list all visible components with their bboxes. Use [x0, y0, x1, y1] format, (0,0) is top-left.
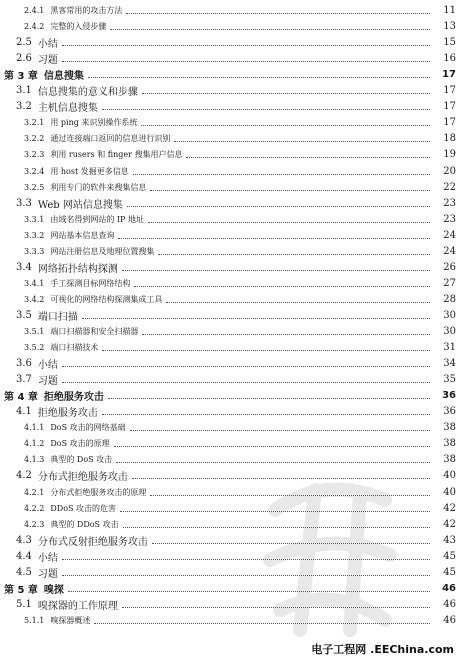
toc-leader-dots [108, 398, 430, 399]
toc-entry-title: 网站注册信息及地理位置搜集 [50, 246, 155, 256]
toc-entry-page: 17 [443, 117, 456, 129]
toc-entry[interactable] [24, 164, 456, 179]
toc-leader-dots [123, 527, 430, 528]
toc-leader-dots [82, 318, 430, 319]
toc-entry-number: 5.1 [16, 598, 32, 610]
toc-entry-number: 3.2.2 [24, 134, 45, 144]
toc-entry-number: 2.4.1 [24, 6, 45, 15]
toc-entry-title: 小结 [37, 39, 58, 51]
toc-entry-number: 4.1.2 [24, 439, 45, 449]
toc-leader-dots [127, 206, 430, 207]
toc-entry-title: 嗅探器概述 [50, 615, 91, 625]
toc-leader-dots [88, 77, 430, 78]
toc-entry[interactable] [24, 517, 456, 532]
toc-entry[interactable] [24, 452, 456, 467]
toc-entry-page: 17 [443, 85, 456, 97]
toc-entry[interactable] [4, 388, 456, 403]
toc-entry[interactable] [16, 565, 456, 580]
toc-entry-page: 45 [443, 566, 456, 578]
toc-leader-dots [150, 495, 430, 496]
toc-entry-number: 3.2 [16, 101, 32, 113]
toc-entry[interactable] [24, 340, 456, 355]
toc-entry-title: 端口扫描技术 [50, 343, 99, 353]
toc-entry-page: 22 [443, 181, 456, 193]
toc-entry[interactable] [16, 260, 456, 275]
footer-watermark-text: 电子工程网 .EEChina.com [311, 643, 454, 656]
toc-entry-number: 3.2.4 [24, 166, 45, 176]
toc-entry-number: 5.1.1 [24, 615, 45, 625]
toc-entry-title: 典型的 DoS 攻击 [50, 455, 113, 465]
toc-entry-page: 46 [443, 598, 456, 610]
toc-entry-number: 3.3.3 [24, 246, 45, 256]
toc-entry-page: 45 [443, 550, 456, 562]
toc-entry-title: 习题 [37, 568, 58, 580]
toc-entry-title: 主机信息搜集 [37, 103, 98, 115]
toc-entry-number: 3.5.1 [24, 327, 45, 336]
toc-entry[interactable] [24, 276, 456, 291]
toc-entry-title: 分布式拒绝服务攻击 [37, 472, 128, 484]
toc-entry[interactable] [24, 212, 456, 227]
toc-entry-title: DoS 攻击的网络基础 [50, 423, 126, 433]
toc-entry-title: 可视化的网络结构探测集成工具 [50, 294, 163, 304]
toc-leader-dots [130, 430, 430, 431]
toc-entry-title: 习题 [37, 376, 58, 388]
toc-leader-dots [68, 591, 430, 592]
toc-entry-number: 4.2.3 [24, 519, 45, 529]
toc-entry-title: 手工探测目标网络结构 [50, 278, 131, 288]
toc-entry-title: 嗅探器的工作原理 [37, 600, 118, 612]
toc-entry-page: 26 [443, 261, 456, 273]
toc-entry-title: 利用专门的软件来搜集信息 [50, 182, 147, 192]
toc-leader-dots [133, 174, 430, 175]
toc-entry[interactable] [16, 308, 456, 323]
toc-entry-number: 3.4.1 [24, 278, 45, 288]
toc-entry[interactable] [16, 404, 456, 419]
toc-entry-page: 40 [443, 470, 456, 482]
toc-entry-number: 3.5 [16, 309, 32, 321]
toc-leader-dots [62, 382, 430, 383]
toc-entry-number: 3.3.1 [24, 214, 45, 224]
toc-entry-title: 小结 [37, 360, 58, 372]
toc-entry[interactable] [24, 501, 456, 516]
toc-entry-page: 30 [443, 326, 456, 337]
toc-entry-title: 完整的入侵步骤 [50, 22, 107, 32]
toc-leader-dots [126, 13, 430, 14]
toc-entry-number: 第 3 章 [4, 71, 38, 83]
toc-entry-number: 2.4.2 [24, 22, 45, 32]
toc-entry-title: DDoS 攻击的危害 [50, 503, 117, 513]
toc-entry[interactable] [24, 115, 456, 130]
toc-entry-page: 19 [443, 149, 456, 161]
toc-entry-number: 3.3 [16, 197, 32, 209]
toc-entry-title: 典型的 DDoS 攻击 [50, 519, 119, 529]
toc-entry-number: 第 5 章 [4, 584, 38, 596]
toc-leader-dots [166, 302, 430, 303]
toc-entry-number: 3.2.1 [24, 118, 45, 128]
toc-entry-number: 2.6 [16, 53, 32, 65]
toc-entry-title: 拒绝服务攻击 [43, 392, 104, 404]
toc-entry-number: 3.3.2 [24, 230, 45, 240]
toc-leader-dots [102, 109, 430, 110]
toc-entry-number: 4.2.1 [24, 487, 45, 497]
toc-entry-page: 35 [443, 374, 456, 386]
toc-entry[interactable] [24, 613, 456, 628]
toc-leader-dots [142, 334, 430, 335]
toc-entry-page: 43 [443, 534, 456, 546]
toc-entry-title: 利用 rusers 和 finger 搜集用户信息 [50, 150, 183, 160]
toc-entry-number: 3.4.2 [24, 294, 45, 304]
toc-leader-dots [102, 350, 430, 351]
toc-leader-dots [148, 222, 430, 223]
toc-entry-number: 4.1 [16, 406, 32, 418]
toc-entry-page: 31 [443, 342, 456, 354]
toc-entry[interactable] [16, 549, 456, 564]
toc-entry-title: 用 host 发掘更多信息 [50, 166, 129, 176]
toc-entry[interactable] [24, 420, 456, 435]
toc-entry[interactable] [16, 468, 456, 483]
toc-entry-title: 嗅探 [43, 584, 64, 596]
toc-entry-number: 2.5 [16, 37, 32, 49]
toc-entry[interactable] [16, 99, 456, 114]
toc-entry-title: 网络拓扑结构探测 [37, 263, 118, 275]
toc-entry-title: 由域名得到网站的 IP 地址 [50, 214, 144, 224]
toc-entry-page: 13 [443, 21, 456, 33]
toc-entry-number: 第 4 章 [4, 392, 38, 404]
toc-entry-page: 23 [443, 197, 456, 209]
toc-leader-dots [120, 511, 430, 512]
toc-entry[interactable] [24, 228, 456, 243]
toc-leader-dots [118, 238, 430, 239]
toc-entry-page: 36 [443, 406, 456, 418]
toc-entry-number: 4.5 [16, 566, 32, 578]
toc-entry-title: 分布式拒绝服务攻击的原理 [50, 487, 147, 497]
toc-entry-title: 黑客常用的攻击方法 [50, 6, 123, 15]
toc-entry[interactable] [24, 147, 456, 162]
toc-entry-number: 4.4 [16, 550, 32, 562]
toc-entry[interactable] [24, 324, 456, 339]
toc-entry-page: 40 [443, 486, 456, 498]
toc-entry-number: 3.4 [16, 261, 32, 273]
toc-entry[interactable] [24, 244, 456, 259]
toc-entry-page: 23 [443, 213, 456, 225]
toc-entry-title: 习题 [37, 55, 58, 67]
toc-entry[interactable] [4, 67, 456, 82]
toc-entry-title: 用 ping 来识别操作系统 [50, 118, 138, 128]
toc-leader-dots [62, 61, 430, 62]
toc-entry-number: 4.2.2 [24, 503, 45, 513]
toc-entry[interactable] [24, 436, 456, 451]
toc-entry[interactable] [16, 196, 456, 211]
toc-entry[interactable] [24, 19, 456, 34]
toc-entry-page: 38 [443, 454, 456, 466]
toc-entry[interactable] [16, 533, 456, 548]
toc-entry-number: 3.2.5 [24, 182, 45, 192]
toc-entry-title: 拒绝服务攻击 [37, 408, 98, 420]
toc-entry-title: 网站基本信息查询 [50, 230, 115, 240]
toc-entry-title: 分布式反射拒绝服务攻击 [37, 536, 148, 548]
toc-entry-title: 小结 [37, 552, 58, 564]
toc-leader-dots [62, 45, 430, 46]
toc-entry[interactable] [16, 83, 456, 98]
toc-entry-page: 42 [443, 518, 456, 530]
toc-entry-title: 信息搜集 [43, 71, 84, 83]
toc-entry-number: 3.1 [16, 85, 32, 97]
toc-leader-dots [134, 286, 430, 287]
toc-leader-dots [62, 559, 430, 560]
toc-leader-dots [141, 125, 430, 126]
toc-entry-page: 30 [443, 309, 456, 321]
toc-leader-dots [94, 623, 430, 624]
toc-entry-number: 4.1.3 [24, 455, 45, 465]
toc-entry-page: 20 [443, 165, 456, 177]
toc-entry-page: 42 [443, 502, 456, 514]
toc-leader-dots [186, 157, 430, 158]
toc-entry[interactable] [16, 356, 456, 371]
toc-leader-dots [158, 254, 430, 255]
toc-leader-dots [110, 29, 430, 30]
toc-entry[interactable] [4, 581, 456, 596]
toc-leader-dots [62, 366, 430, 367]
toc-entry-number: 4.1.1 [24, 423, 45, 433]
toc-entry-page: 38 [443, 422, 456, 434]
toc-entry-page: 24 [443, 229, 456, 241]
toc-entry-page: 28 [443, 293, 456, 305]
toc-entry-number: 3.2.3 [24, 150, 45, 160]
toc-entry[interactable] [24, 3, 456, 18]
toc-leader-dots [142, 93, 430, 94]
toc-entry-number: 3.7 [16, 374, 32, 386]
toc-entry-number: 4.2 [16, 470, 32, 482]
toc-entry-page: 18 [443, 133, 456, 145]
toc-leader-dots [174, 141, 430, 142]
toc-entry-page: 34 [443, 358, 456, 370]
toc-leader-dots [152, 543, 430, 544]
toc-entry-page: 15 [443, 37, 456, 49]
toc-entry-page: 17 [442, 69, 456, 81]
toc-entry-page: 46 [442, 582, 456, 594]
toc-entry[interactable] [24, 292, 456, 307]
toc-leader-dots [62, 575, 430, 576]
toc-entry[interactable] [24, 180, 456, 195]
toc-leader-dots [114, 446, 430, 447]
toc-entry[interactable] [16, 372, 456, 387]
toc-entry[interactable] [16, 35, 456, 50]
toc-entry-title: 信息搜集的意义和步骤 [37, 87, 138, 99]
toc-entry-page: 17 [443, 101, 456, 113]
toc-entry-title: Web 网站信息搜集 [37, 199, 123, 211]
toc-entry-number: 3.5.2 [24, 343, 45, 353]
toc-entry-number: 3.6 [16, 358, 32, 370]
toc-entry-title: 端口扫描 [37, 311, 78, 323]
toc-entry[interactable] [24, 131, 456, 146]
toc-leader-dots [116, 462, 430, 463]
toc-leader-dots [132, 478, 430, 479]
toc-leader-dots [102, 414, 430, 415]
toc-entry-page: 38 [443, 438, 456, 450]
toc-entry-number: 4.3 [16, 534, 32, 546]
toc-leader-dots [150, 190, 430, 191]
toc-entry-title: 端口扫描器和安全扫描器 [50, 327, 139, 336]
toc-entry-title: 通过连接端口返回的信息进行识别 [50, 134, 171, 144]
toc-entry-page: 36 [442, 390, 456, 402]
toc-entry-page: 11 [443, 5, 456, 16]
toc-entry[interactable] [16, 597, 456, 612]
toc-entry-page: 46 [443, 614, 456, 626]
toc-entry[interactable] [16, 51, 456, 66]
toc-leader-dots [122, 607, 430, 608]
toc-entry-page: 16 [443, 53, 456, 65]
toc-entry-page: 27 [443, 277, 456, 289]
toc-entry[interactable] [24, 485, 456, 500]
toc-entry-page: 24 [443, 245, 456, 257]
toc-leader-dots [122, 270, 430, 271]
toc-entry-title: DoS 攻击的原理 [50, 439, 110, 449]
